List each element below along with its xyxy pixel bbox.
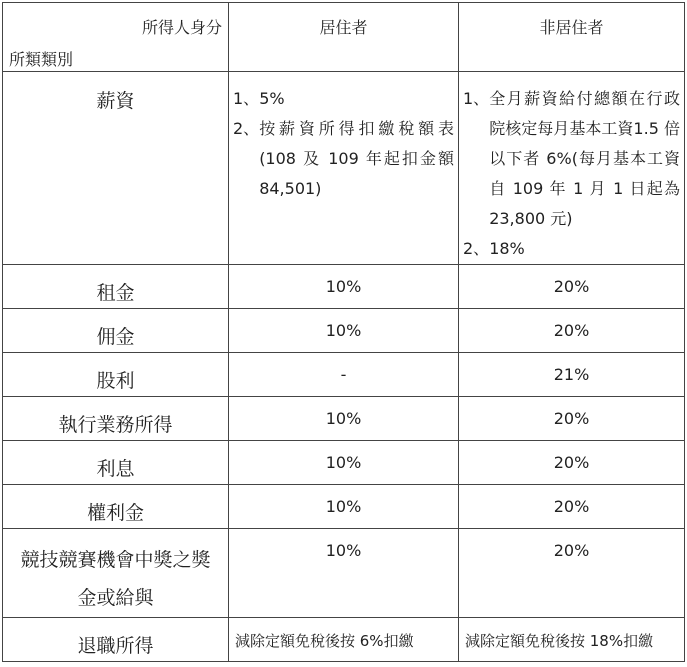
non-resident-rate: 20% — [459, 397, 685, 441]
table-row — [3, 353, 685, 397]
income-recipient-status-label: 所得人身分 — [141, 18, 222, 37]
resident-rate: - — [229, 353, 459, 397]
resident-rate: 10% — [229, 441, 459, 485]
resident-rate: 減除定額免稅後按 6%扣繳 — [229, 618, 459, 662]
category-retirement: 退職所得 — [3, 618, 229, 662]
withholding-rate-table — [2, 2, 685, 662]
resident-rate: 10% — [229, 529, 459, 618]
retirement-row — [3, 618, 685, 662]
category-commission: 佣金 — [3, 309, 229, 353]
category-dividend: 股利 — [3, 353, 229, 397]
salary-resident-cell — [229, 72, 459, 265]
non-resident-rate: 20% — [459, 441, 685, 485]
category-rent: 租金 — [3, 265, 229, 309]
salary-non-resident-cell — [459, 72, 685, 265]
category-professional-income: 執行業務所得 — [3, 397, 229, 441]
table-row — [3, 397, 685, 441]
resident-rate: 10% — [229, 309, 459, 353]
category-salary: 薪資 — [3, 72, 229, 265]
table-row — [3, 265, 685, 309]
header-corner-cell — [3, 3, 229, 72]
table-row — [3, 309, 685, 353]
category-royalty: 權利金 — [3, 485, 229, 529]
resident-header: 居住者 — [229, 3, 459, 72]
category-prize-line2: 金或給與 — [77, 587, 154, 609]
category-prize — [3, 529, 229, 618]
non-resident-rate: 20% — [459, 265, 685, 309]
list-item: 2、 18% — [463, 239, 525, 258]
non-resident-rate: 20% — [459, 309, 685, 353]
income-category-label: 所類類別 — [9, 50, 74, 69]
resident-rate: 10% — [229, 265, 459, 309]
list-item: 1、 全月薪資給付總額在行政院核定每月基本工資1.5 倍以下者 6%(每月基本工資自 109 年 1 月 1 日起為 23,800 元) — [463, 89, 680, 228]
resident-rate: 10% — [229, 397, 459, 441]
table-row — [3, 441, 685, 485]
list-item: 2、 按薪資所得扣繳稅額表(108 及 109 年起扣金額84,501) — [233, 119, 454, 198]
prize-row — [3, 529, 685, 618]
non-resident-header: 非居住者 — [459, 3, 685, 72]
non-resident-rate: 減除定額免稅後按 18%扣繳 — [459, 618, 685, 662]
category-prize-line1: 競技競賽機會中獎之獎 — [20, 549, 211, 571]
non-resident-rate: 20% — [459, 485, 685, 529]
header-row — [3, 3, 685, 72]
list-item: 1、 5% — [233, 89, 285, 108]
salary-row — [3, 72, 685, 265]
resident-rate: 10% — [229, 485, 459, 529]
table-row — [3, 485, 685, 529]
non-resident-rate: 20% — [459, 529, 685, 618]
category-interest: 利息 — [3, 441, 229, 485]
non-resident-rate: 21% — [459, 353, 685, 397]
